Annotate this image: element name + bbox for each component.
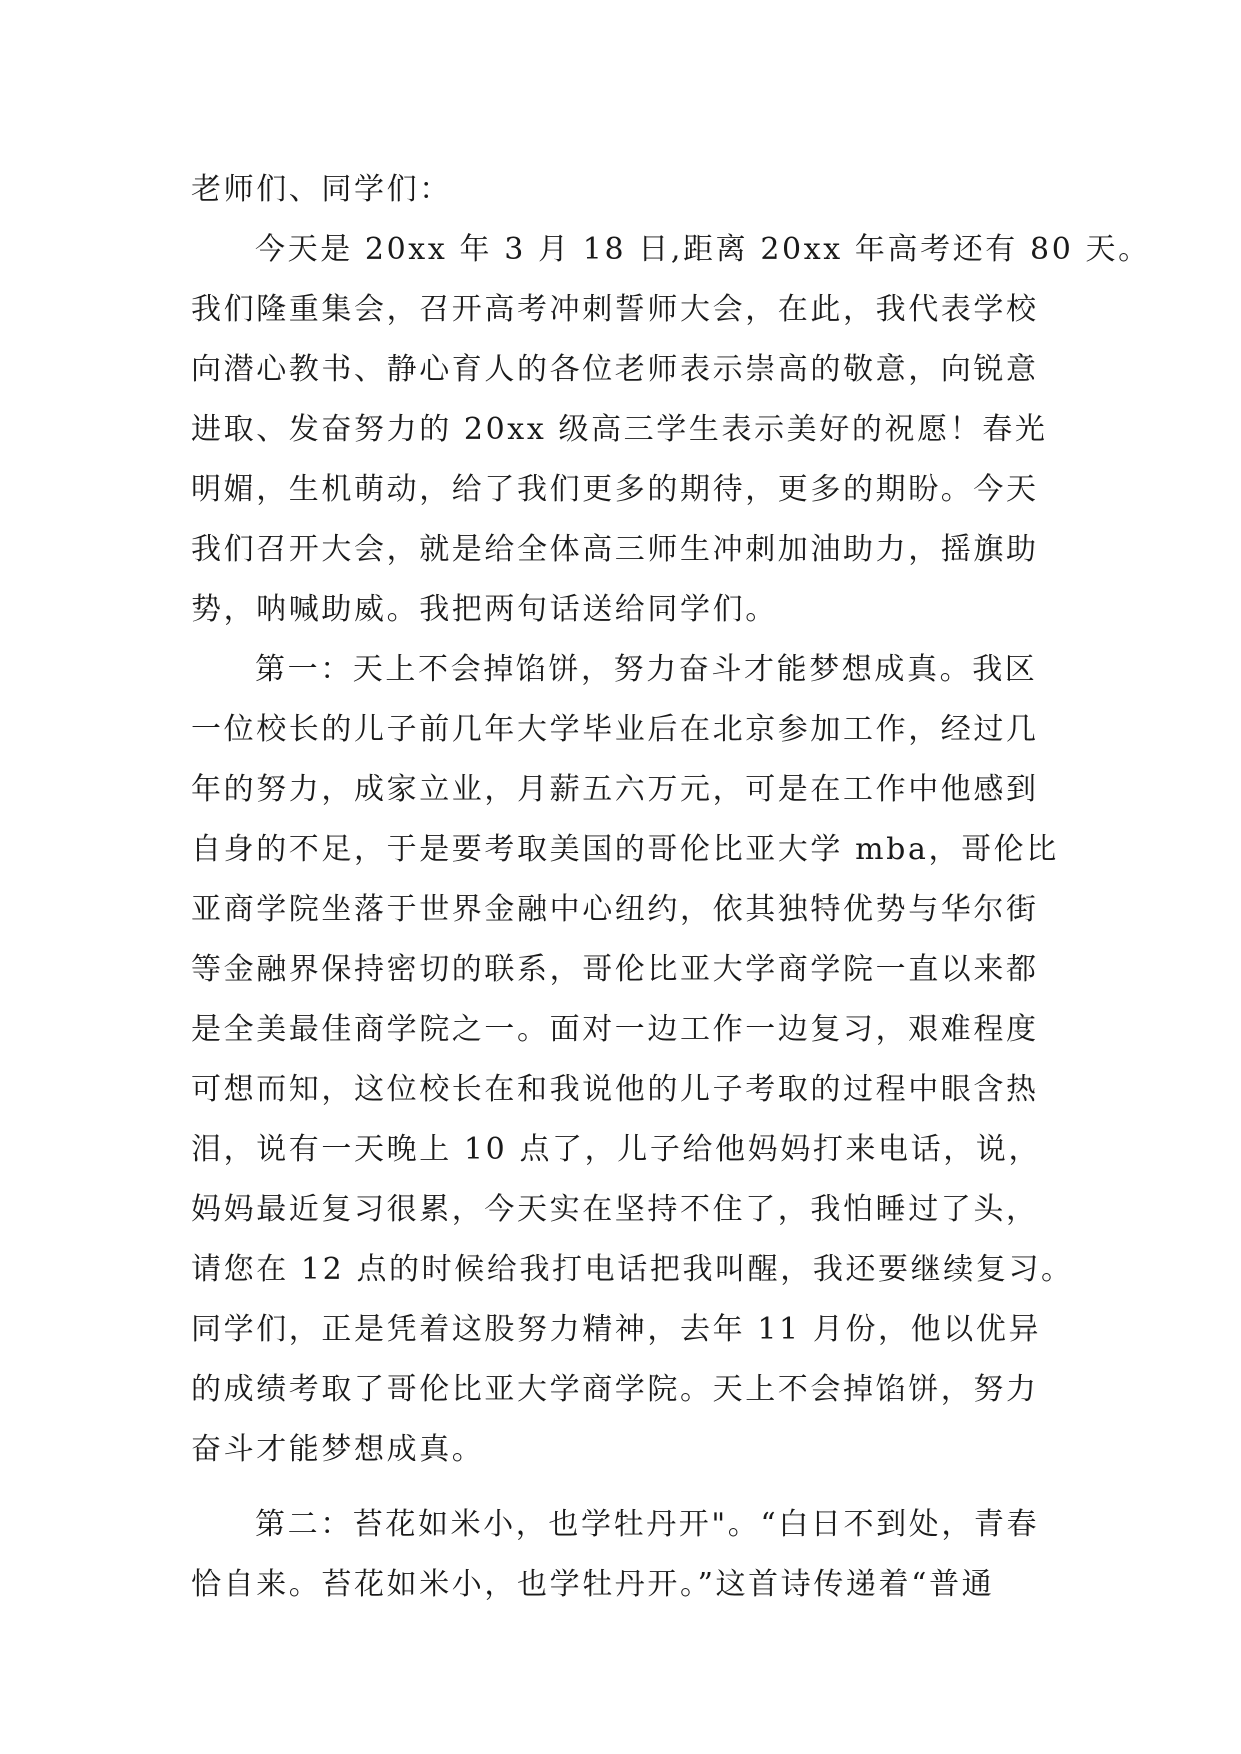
paragraph-line: 势，呐喊助威。我把两句话送给同学们。 xyxy=(191,592,778,627)
paragraph-line: 请您在 12 点的时候给我打电话把我叫醒，我还要继续复习。 xyxy=(191,1252,1074,1287)
paragraph-line: 我们隆重集会，召开高考冲刺誓师大会，在此，我代表学校 xyxy=(191,292,1039,327)
paragraph-line: 亚商学院坐落于世界金融中心纽约，依其独特优势与华尔街 xyxy=(191,892,1039,927)
paragraph-line: 的成绩考取了哥伦比亚大学商学院。天上不会掉馅饼，努力 xyxy=(191,1372,1039,1407)
paragraph-line: 自身的不足，于是要考取美国的哥伦比亚大学 mba，哥伦比 xyxy=(191,832,1059,867)
paragraph-line: 妈妈最近复习很累，今天实在坚持不住了，我怕睡过了头， xyxy=(191,1192,1039,1227)
paragraph-line: 奋斗才能梦想成真。 xyxy=(191,1432,485,1467)
paragraph-line: 等金融界保持密切的联系，哥伦比亚大学商学院一直以来都 xyxy=(191,952,1039,987)
paragraph-line: 一位校长的儿子前几年大学毕业后在北京参加工作，经过几 xyxy=(191,712,1039,747)
paragraph-2 xyxy=(191,640,1074,1480)
paragraph-line: 今天是 20xx 年 3 月 18 日,距离 20xx 年高考还有 80 天。 xyxy=(255,232,1151,267)
paragraph-line: 恰自来。苔花如米小，也学牡丹开。”这首诗传递着“普通 xyxy=(191,1567,995,1602)
paragraph-line: 向潜心教书、静心育人的各位老师表示崇高的敬意，向锐意 xyxy=(191,352,1039,387)
paragraph-line: 明媚，生机萌动，给了我们更多的期待，更多的期盼。今天 xyxy=(191,472,1039,507)
paragraph-3 xyxy=(191,1495,1051,1615)
paragraph-line: 进取、发奋努力的 20xx 级高三学生表示美好的祝愿！春光 xyxy=(191,412,1048,447)
paragraph-line: 第二：苔花如米小，也学牡丹开"。“白日不到处，青春 xyxy=(255,1507,1040,1542)
paragraph-line: 可想而知，这位校长在和我说他的儿子考取的过程中眼含热 xyxy=(191,1072,1039,1107)
paragraph-line: 年的努力，成家立业，月薪五六万元，可是在工作中他感到 xyxy=(191,772,1039,807)
document-body xyxy=(191,160,1151,1615)
salutation: 老师们、同学们： xyxy=(191,172,452,207)
paragraph-line: 泪，说有一天晚上 10 点了，儿子给他妈妈打来电话，说， xyxy=(191,1132,1042,1167)
paragraph-1 xyxy=(191,220,1151,640)
paragraph-line: 同学们，正是凭着这股努力精神，去年 11 月份，他以优异 xyxy=(191,1312,1042,1347)
paragraph-line: 是全美最佳商学院之一。面对一边工作一边复习，艰难程度 xyxy=(191,1012,1039,1047)
paragraph-line: 第一：天上不会掉馅饼，努力奋斗才能梦想成真。我区 xyxy=(255,652,1038,687)
paragraph-line: 我们召开大会，就是给全体高三师生冲刺加油助力，摇旗助 xyxy=(191,532,1039,567)
